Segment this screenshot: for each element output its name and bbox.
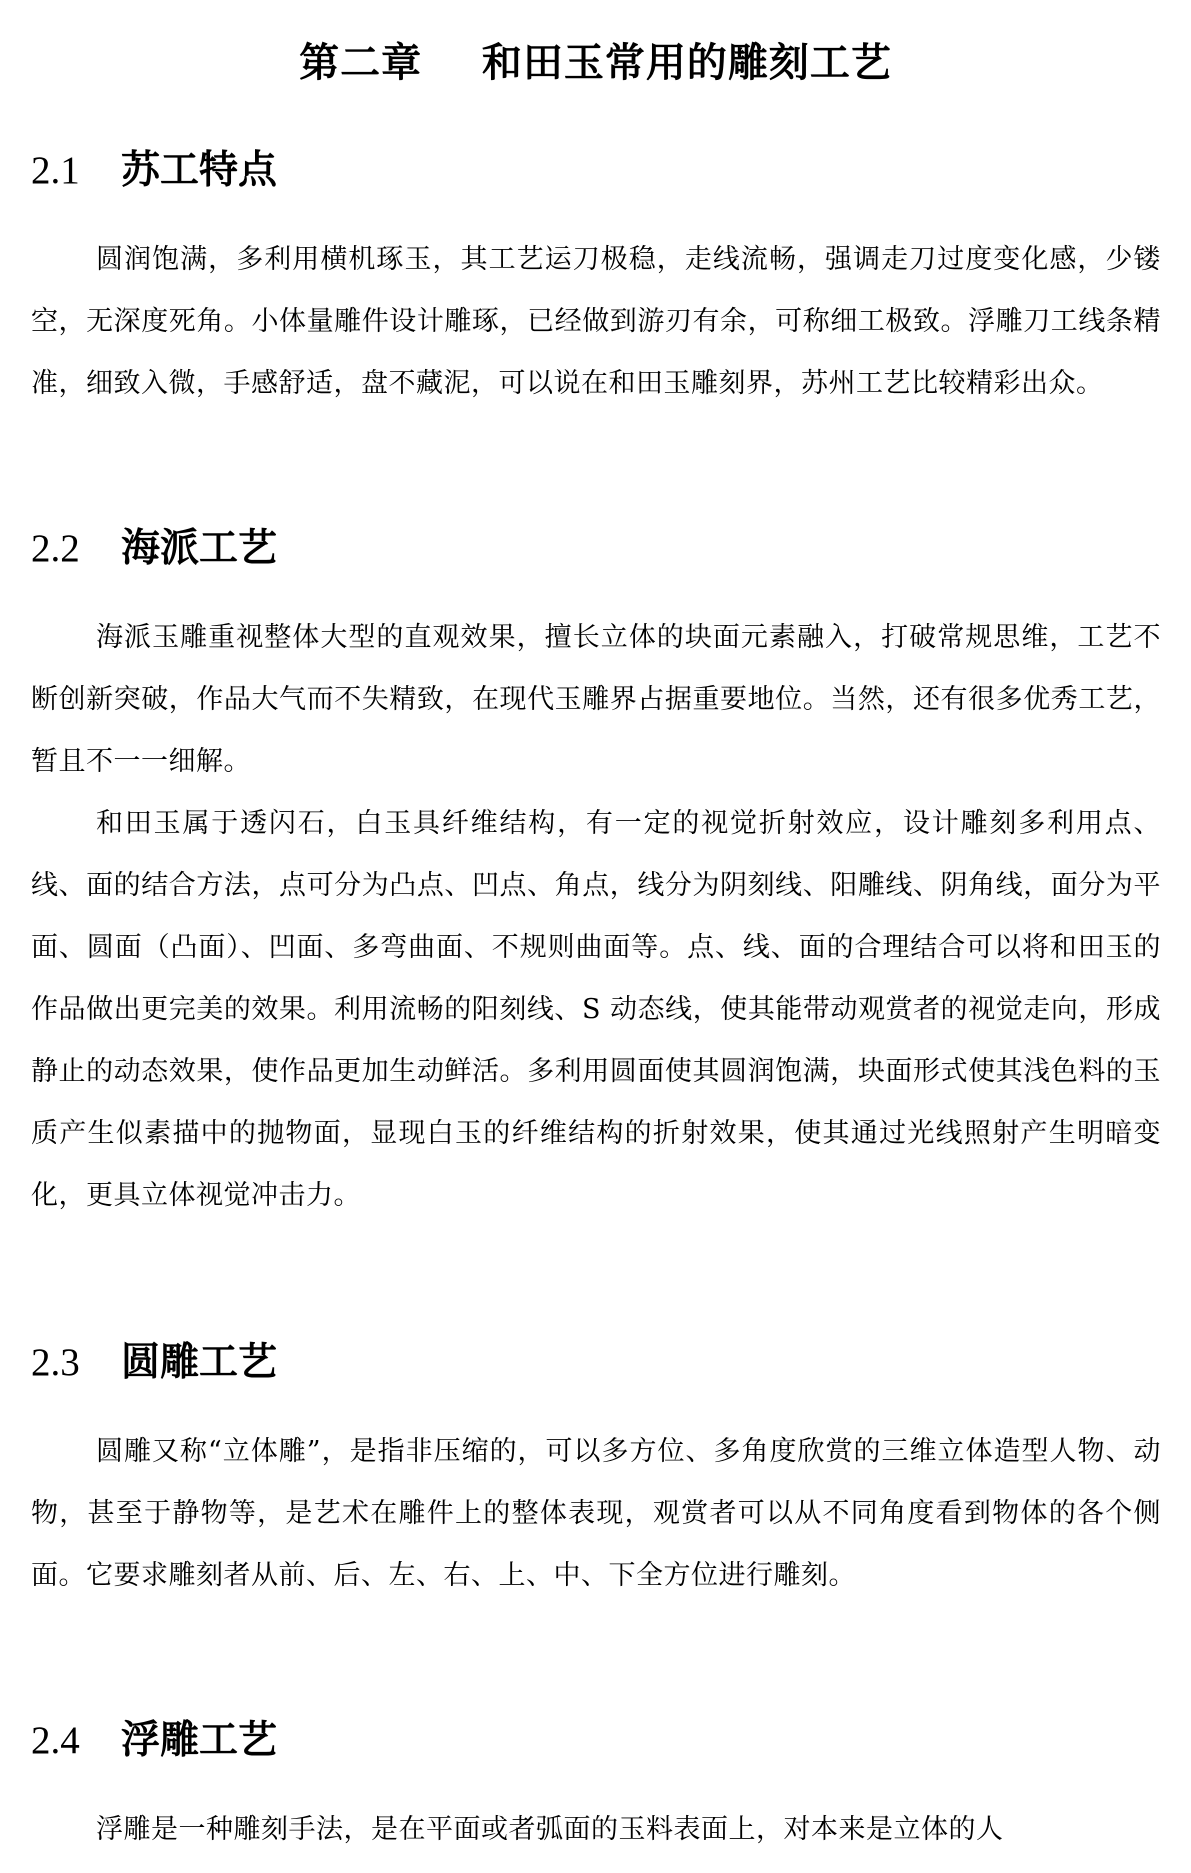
section-2-1 <box>31 143 1161 415</box>
section-number: 2.2 <box>31 527 80 570</box>
paragraph: 浮雕是一种雕刻手法，是在平面或者弧面的玉料表面上，对本来是立体的人 <box>96 1814 1004 1845</box>
paragraph: 海派玉雕重视整体大型的直观效果，擅长立体的块面元素融入，打破常规思维，工艺不断创新突破，作品大气而不失精致，在现代玉雕界占据重要地位。当然，还有很多优秀工艺，暂且不一一细解。 <box>31 622 1161 777</box>
section-title: 浮雕工艺 <box>121 1718 278 1763</box>
section-number: 2.1 <box>31 149 80 192</box>
section-title: 苏工特点 <box>121 148 278 193</box>
paragraph: 圆润饱满，多利用横机琢玉，其工艺运刀极稳，走线流畅，强调走刀过度变化感，少镂空，无深度死角。小体量雕件设计雕琢，已经做到游刃有余，可称细工极致。浮雕刀工线条精准，细致入微，手感舒适，盘不藏泥，可以说在和田玉雕刻界，苏州工艺比较精彩出众。 <box>31 244 1161 399</box>
section-2-4 <box>31 1713 1161 1861</box>
paragraph: 圆雕又称“立体雕”，是指非压缩的，可以多方位、多角度欣赏的三维立体造型人物、动物，甚至于静物等，是艺术在雕件上的整体表现，观赏者可以从不同角度看到物体的各个侧面。它要求雕刻者从前、后、左、右、上、中、下全方位进行雕刻。 <box>31 1436 1161 1591</box>
section-heading <box>31 521 1161 577</box>
section-2-2 <box>31 521 1161 1227</box>
section-2-3 <box>31 1335 1161 1607</box>
chapter-title: 第二章 和田玉常用的雕刻工艺 <box>299 40 892 86</box>
section-title: 圆雕工艺 <box>121 1340 278 1385</box>
section-heading <box>31 143 1161 199</box>
section-title: 海派工艺 <box>121 526 278 571</box>
section-heading <box>31 1335 1161 1391</box>
section-number: 2.3 <box>31 1341 80 1384</box>
section-heading <box>31 1713 1161 1769</box>
section-number: 2.4 <box>31 1719 80 1762</box>
paragraph: 和田玉属于透闪石，白玉具纤维结构，有一定的视觉折射效应，设计雕刻多利用点、线、面的结合方法，点可分为凸点、凹点、角点，线分为阴刻线、阳雕线、阴角线，面分为平面、圆面（凸面）、凹面、多弯曲面、不规则曲面等。点、线、面的合理结合可以将和田玉的作品做出更完美的效果。利用流畅的阳刻线、S 动态线，使其能带动观赏者的视觉走向，形成静止的动态效果，使作品更加生动鲜活。多利用圆面使其圆润饱满，块面形式使其浅色料的玉质产生似素描中的抛物面，显现白玉的纤维结构的折射效果，使其通过光线照射产生明暗变化，更具立体视觉冲击力。 <box>31 808 1161 1211</box>
